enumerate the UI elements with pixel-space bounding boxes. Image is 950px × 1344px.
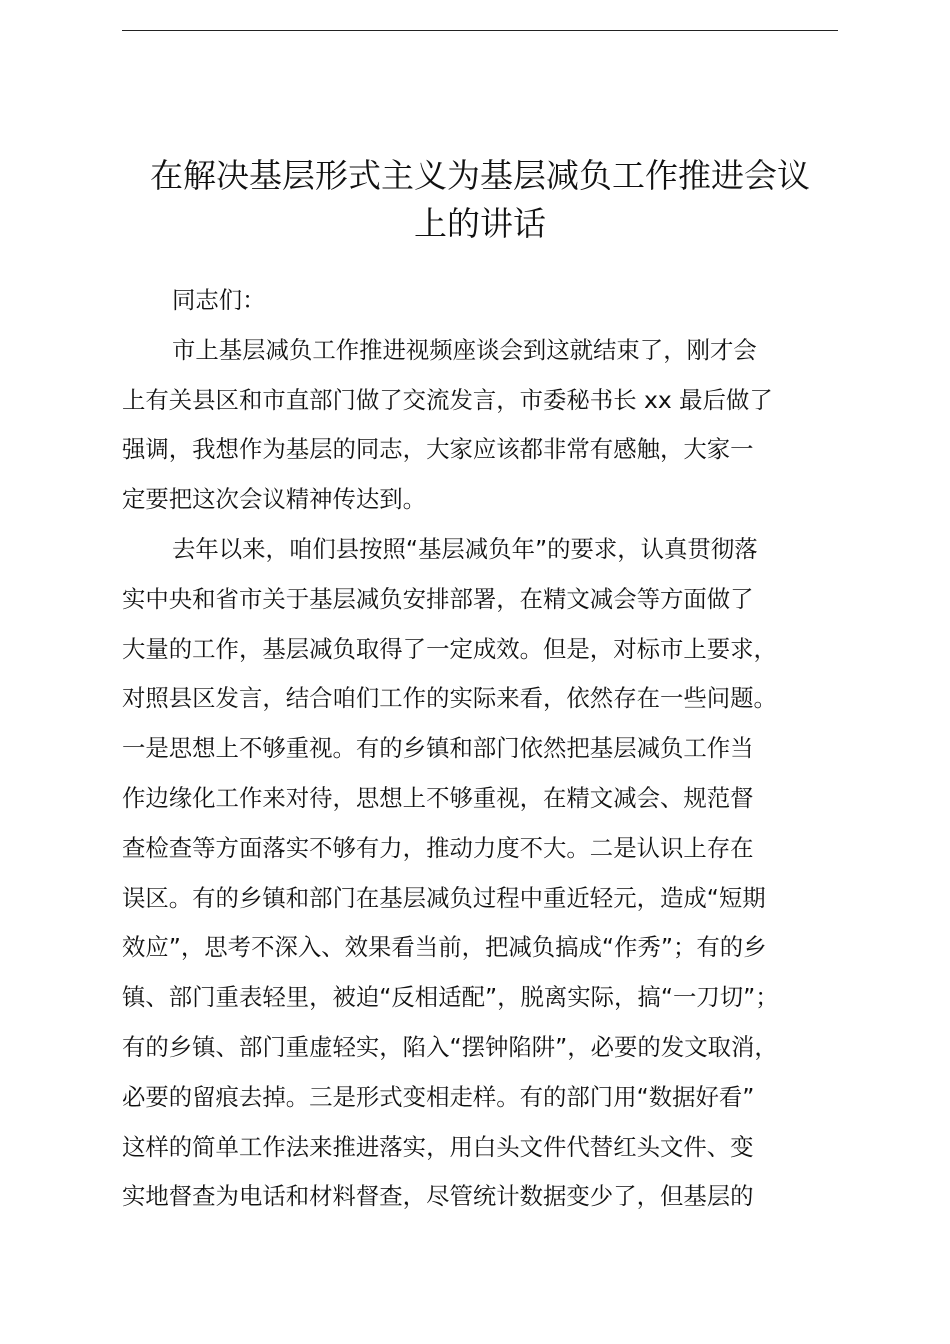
paragraph-line: 必要的留痕去掉。三是形式变相走样。有的部门用“数据好看” (122, 1082, 755, 1111)
paragraph-line: 这样的简单工作法来推进落实，用白头文件代替红头文件、变 (122, 1132, 754, 1161)
paragraph-line: 一是思想上不够重视。有的乡镇和部门依然把基层减负工作当 (122, 734, 754, 763)
paragraph-line: 去年以来，咱们县按照“基层减负年”的要求，认真贯彻落 (172, 534, 758, 563)
paragraph-line: 实中央和省市关于基层减负安排部署，在精文减会等方面做了 (122, 584, 754, 613)
paragraph-line: 强调，我想作为基层的同志，大家应该都非常有感触，大家一 (122, 435, 754, 464)
paragraph-line: 对照县区发言，结合咱们工作的实际来看，依然存在一些问题。 (122, 684, 777, 713)
document-body (122, 276, 862, 1222)
paragraph-line: 效应”，思考不深入、效果看当前，把减负搞成“作秀”；有的乡 (122, 933, 767, 962)
salutation-line: 同志们： (172, 286, 266, 314)
paragraph-line: 实地督查为电话和材料督查，尽管统计数据变少了，但基层的 (122, 1182, 754, 1211)
paragraph-line: 定要把这次会议精神传达到。 (122, 485, 427, 514)
header-rule (122, 30, 838, 31)
title-line-2: 上的讲话 (414, 204, 546, 243)
paragraph-line: 误区。有的乡镇和部门在基层减负过程中重近轻元，造成“短期 (122, 883, 766, 912)
paragraph-line: 市上基层减负工作推进视频座谈会到这就结束了，刚才会 (172, 335, 757, 364)
title-line-1: 在解决基层形式主义为基层减负工作推进会议 (150, 156, 810, 195)
paragraph-line: 作边缘化工作来对待，思想上不够重视，在精文减会、规范督 (122, 783, 754, 812)
paragraph-line: 镇、部门重表轻里，被迫“反相适配”，脱离实际，搞“一刀切”； (122, 983, 779, 1012)
paragraph-line: 查检查等方面落实不够有力，推动力度不大。二是认识上存在 (122, 833, 754, 862)
paragraph-line: 大量的工作，基层减负取得了一定成效。但是，对标市上要求， (122, 634, 777, 663)
paragraph-line: 有的乡镇、部门重虚轻实，陷入“摆钟陷阱”，必要的发文取消， (122, 1032, 778, 1061)
document-title (112, 152, 848, 248)
paragraph-line: 上有关县区和市直部门做了交流发言，市委秘书长 xx 最后做了 (122, 385, 773, 414)
